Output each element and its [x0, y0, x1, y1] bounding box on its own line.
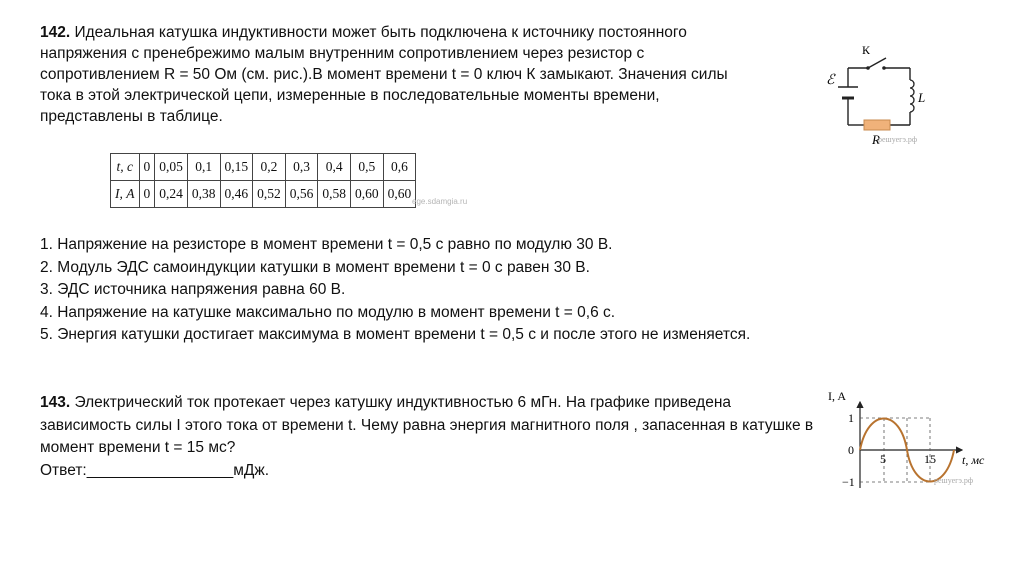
emf-label: ℰ [826, 73, 835, 88]
y-tick-0: 0 [848, 443, 854, 457]
table-cell: 0,15 [220, 154, 253, 181]
statement-4: 4. Напряжение на катушке максимально по модулю в момент времени t = 0,6 с. [40, 303, 616, 321]
circuit-diagram [820, 40, 950, 150]
key-label: К [862, 43, 871, 57]
table-cell: 0,6 [383, 154, 416, 181]
problem-143-text [40, 392, 820, 482]
inductor-label: L [918, 90, 926, 105]
table-row-current [111, 181, 416, 208]
x-tick-5: 5 [880, 452, 886, 466]
graph-watermark: решуегэ.рф [934, 476, 974, 485]
answer-line: Ответ:_________________мДж. [40, 461, 270, 479]
table-cell: 0,24 [155, 181, 188, 208]
statement-3: 3. ЭДС источника напряжения равна 60 В. [40, 281, 346, 298]
statement-2: 2. Модуль ЭДС самоиндукции катушки в момент времени t = 0 с равен 30 В. [40, 258, 590, 276]
switch-contact-left [866, 66, 870, 70]
problem-143-body: Электрический ток протекает через катушку индуктивностью 6 мГн. На графике приведена зависимость силы I этого тока от времени t. Чему равна энергия магнитного поля , запасенная в катушке в момент времени t = 15 мс? [40, 394, 814, 456]
problem-142-number: 142. [40, 24, 71, 41]
statement-1: 1. Напряжение на резисторе в момент времени t = 0,5 с равно по модулю 30 В. [40, 236, 613, 253]
current-time-table [110, 153, 416, 208]
table-header-time: t, с [111, 154, 140, 181]
table-cell: 0,5 [351, 154, 384, 181]
table-cell: 0,2 [253, 154, 286, 181]
table-cell: 0,46 [220, 181, 253, 208]
problem-143-number: 143. [40, 394, 71, 411]
table-cell: 0,1 [187, 154, 220, 181]
table-cell: 0,60 [383, 181, 416, 208]
inductor-coil-icon [910, 80, 914, 112]
table-cell: 0,4 [318, 154, 351, 181]
table-cell: 0,60 [351, 181, 384, 208]
circuit-watermark: решуегэ.рф [878, 135, 918, 144]
table-cell: 0 [139, 154, 155, 181]
y-tick-minus-1: −1 [842, 475, 855, 489]
problem-142-text [40, 22, 760, 127]
table-row-time [111, 154, 416, 181]
statements-list [40, 234, 780, 347]
resistor-icon [864, 120, 890, 130]
x-tick-15: 15 [924, 452, 936, 466]
switch-contact-right [882, 66, 886, 70]
table-cell: 0,05 [155, 154, 188, 181]
table-cell: 0,38 [187, 181, 220, 208]
table-header-current: I, А [111, 181, 140, 208]
x-axis-label: t, мс [962, 453, 985, 467]
table-cell: 0,58 [318, 181, 351, 208]
resistor-label: R [872, 132, 880, 147]
table-watermark: ege.sdamgia.ru [412, 197, 468, 206]
table-cell: 0,56 [285, 181, 318, 208]
y-tick-1: 1 [848, 411, 854, 425]
table-cell: 0 [139, 181, 155, 208]
current-time-graph [822, 388, 1002, 492]
problem-142-body: Идеальная катушка индуктивности может быть подключена к источнику постоянного напряжения с пренебрежимо малым внутренним сопротивлением через резистор с сопротивлением R = 50 Ом (см. рис.).В момент времени t = 0 ключ К замыкают. Значения силы тока в этой электрической цепи, измеренные в последовательные моменты времени, представлены в таблице. [40, 24, 728, 125]
statement-5: 5. Энергия катушки достигает максимума в момент времени t = 0,5 с и после этого не изменяется. [40, 326, 751, 343]
table-cell: 0,3 [285, 154, 318, 181]
table-cell: 0,52 [253, 181, 286, 208]
y-axis-label: I, A [828, 389, 846, 403]
